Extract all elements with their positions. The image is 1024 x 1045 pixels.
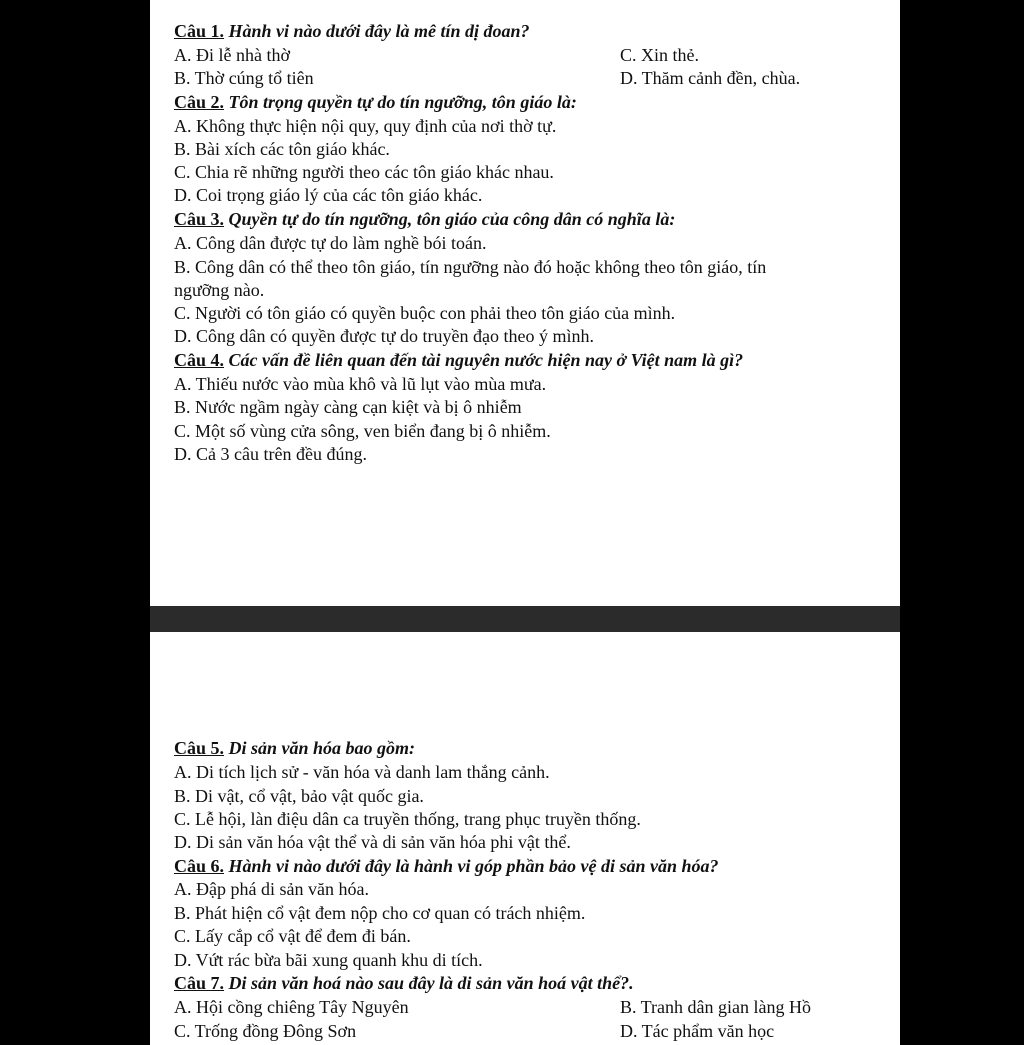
question-4-heading <box>174 349 743 372</box>
question-number: Câu 7. <box>174 973 225 993</box>
question-5-option-b: B. Di vật, cổ vật, bảo vật quốc gia. <box>174 786 424 806</box>
question-1-option-c: C. Xin thẻ. <box>620 45 699 65</box>
question-3-option-b-continued: ngưỡng nào. <box>174 280 265 300</box>
question-number: Câu 5. <box>174 738 225 758</box>
question-text: Di sản văn hoá nào sau đây là di sản văn hoá vật thể?. <box>224 973 634 993</box>
question-text: Hành vi nào dưới đây là mê tín dị đoan? <box>224 21 530 41</box>
question-6-option-b: B. Phát hiện cổ vật đem nộp cho cơ quan có trách nhiệm. <box>174 903 586 923</box>
document-page-1 <box>150 0 900 606</box>
question-5-option-d: D. Di sản văn hóa vật thể và di sản văn hóa phi vật thể. <box>174 832 571 852</box>
question-number: Câu 1. <box>174 21 225 41</box>
question-4-option-b: B. Nước ngầm ngày càng cạn kiệt và bị ô nhiễm <box>174 397 522 417</box>
question-6-option-d: D. Vứt rác bừa bãi xung quanh khu di tích. <box>174 950 483 970</box>
question-text: Quyền tự do tín ngưỡng, tôn giáo của công dân có nghĩa là: <box>224 209 676 229</box>
question-2-heading <box>174 91 577 114</box>
question-number: Câu 3. <box>174 209 225 229</box>
question-1-option-a: A. Đi lễ nhà thờ <box>174 45 290 65</box>
question-3-option-d: D. Công dân có quyền được tự do truyền đạo theo ý mình. <box>174 326 594 346</box>
question-5-option-c: C. Lễ hội, làn điệu dân ca truyền thống, trang phục truyền thống. <box>174 809 641 829</box>
question-7-option-c: C. Trống đồng Đông Sơn <box>174 1021 357 1041</box>
question-3-option-a: A. Công dân được tự do làm nghề bói toán. <box>174 233 487 253</box>
question-text: Di sản văn hóa bao gồm: <box>224 738 416 758</box>
question-text: Hành vi nào dưới đây là hành vi góp phần bảo vệ di sản văn hóa? <box>224 856 719 876</box>
question-2-option-b: B. Bài xích các tôn giáo khác. <box>174 139 390 159</box>
question-6-heading <box>174 855 719 878</box>
question-5-heading <box>174 737 415 760</box>
page-gap <box>150 606 900 632</box>
question-3-heading <box>174 208 675 231</box>
question-3-option-c: C. Người có tôn giáo có quyền buộc con phải theo tôn giáo của mình. <box>174 303 676 323</box>
question-5-option-a: A. Di tích lịch sử - văn hóa và danh lam thắng cảnh. <box>174 762 550 782</box>
question-4-option-c: C. Một số vùng cửa sông, ven biển đang bị ô nhiễm. <box>174 421 551 441</box>
question-text: Tôn trọng quyền tự do tín ngưỡng, tôn giáo là: <box>224 92 577 112</box>
question-number: Câu 2. <box>174 92 225 112</box>
question-4-option-d: D. Cả 3 câu trên đều đúng. <box>174 444 367 464</box>
question-2-option-c: C. Chia rẽ những người theo các tôn giáo khác nhau. <box>174 162 554 182</box>
question-7-heading <box>174 972 634 995</box>
question-number: Câu 6. <box>174 856 225 876</box>
question-text: Các vấn đề liên quan đến tài nguyên nước hiện nay ở Việt nam là gì? <box>224 350 744 370</box>
question-1-option-b: B. Thờ cúng tổ tiên <box>174 68 314 88</box>
question-3-option-b: B. Công dân có thể theo tôn giáo, tín ngưỡng nào đó hoặc không theo tôn giáo, tín <box>174 257 767 277</box>
question-2-option-d: D. Coi trọng giáo lý của các tôn giáo khác. <box>174 185 483 205</box>
question-1-option-d: D. Thăm cảnh đền, chùa. <box>620 68 801 88</box>
question-7-option-b: B. Tranh dân gian làng Hồ <box>620 997 811 1017</box>
question-number: Câu 4. <box>174 350 225 370</box>
question-7-option-d: D. Tác phẩm văn học <box>620 1021 775 1041</box>
document-page-2 <box>150 632 900 1045</box>
question-1-heading <box>174 20 530 43</box>
question-4-option-a: A. Thiếu nước vào mùa khô và lũ lụt vào mùa mưa. <box>174 374 547 394</box>
question-7-option-a: A. Hội cồng chiêng Tây Nguyên <box>174 997 409 1017</box>
question-6-option-a: A. Đập phá di sản văn hóa. <box>174 879 369 899</box>
question-6-option-c: C. Lấy cắp cổ vật để đem đi bán. <box>174 926 411 946</box>
question-2-option-a: A. Không thực hiện nội quy, quy định của nơi thờ tự. <box>174 116 557 136</box>
